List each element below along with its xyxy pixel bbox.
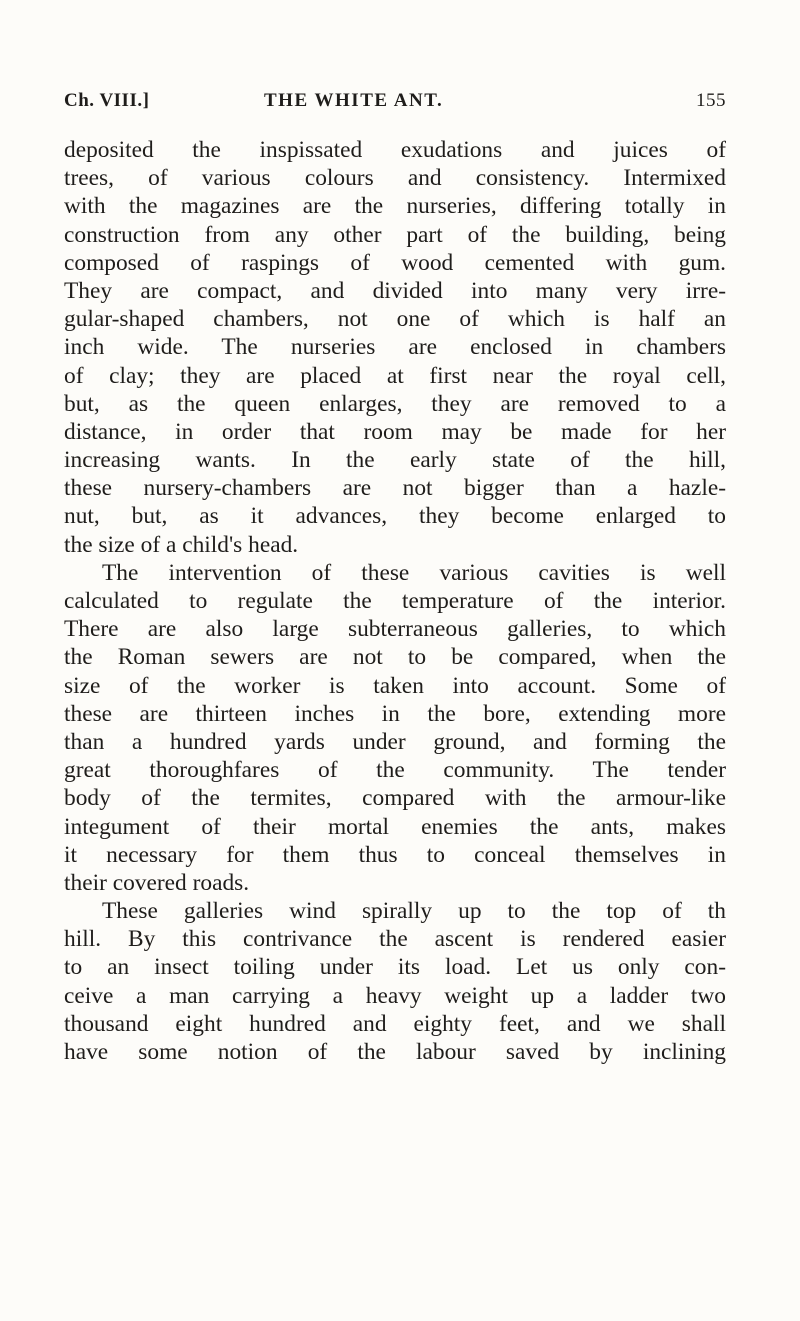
text-line: deposited the inspissated exudations and juices of <box>64 137 726 163</box>
text-line: have some notion of the labour saved by inclining <box>64 1039 726 1065</box>
text-line: thousand eight hundred and eighty feet, and we shall <box>64 1010 726 1037</box>
text-line: these nursery-chambers are not bigger than a hazle- <box>64 475 726 502</box>
chapter-label: Ch. VIII.] <box>64 90 150 111</box>
text-line: There are also large subterraneous galleries, to which <box>64 616 726 643</box>
text-line: composed of raspings of wood cemented with gum. <box>64 249 726 276</box>
text-line: calculated to regulate the temperature of the interior. <box>64 588 726 614</box>
text-line: with the magazines are the nurseries, differing totally in <box>64 193 726 220</box>
text-line: than a hundred yards under ground, and forming the <box>64 728 726 755</box>
body-text <box>64 136 726 1066</box>
paragraph <box>64 136 726 559</box>
running-head <box>64 86 726 116</box>
text-line: increasing wants. In the early state of the hill, <box>64 447 726 474</box>
text-line: hill. By this contrivance the ascent is rendered easier <box>64 926 726 953</box>
text-line: They are compact, and divided into many very irre- <box>64 277 726 304</box>
text-line: trees, of various colours and consistency. Intermixed <box>64 165 726 192</box>
text-line: nut, but, as it advances, they become enlarged to <box>64 503 726 530</box>
text-line: gular-shaped chambers, not one of which is half an <box>64 306 726 333</box>
text-line: great thoroughfares of the community. The tender <box>64 757 726 784</box>
text-line: the size of a child's head. <box>64 531 299 558</box>
text-line: integument of their mortal enemies the ants, makes <box>64 813 726 840</box>
text-line: their covered roads. <box>64 869 250 896</box>
text-line: construction from any other part of the building, being <box>64 221 726 248</box>
text-line: it necessary for them thus to conceal themselves in <box>64 841 726 868</box>
text-line: but, as the queen enlarges, they are removed to a <box>64 390 726 417</box>
book-page <box>64 86 726 1066</box>
text-line: body of the termites, compared with the armour-like <box>64 785 726 812</box>
paragraph <box>64 559 726 897</box>
text-line: the Roman sewers are not to be compared, when the <box>64 644 726 671</box>
text-line: ceive a man carrying a heavy weight up a ladder two <box>64 982 726 1009</box>
running-title: THE WHITE ANT. <box>264 90 444 111</box>
text-line: inch wide. The nurseries are enclosed in chambers <box>64 334 726 361</box>
text-line: The intervention of these various cavities is well <box>102 559 726 586</box>
text-line: of clay; they are placed at first near the royal cell, <box>64 362 726 389</box>
text-line: distance, in order that room may be made for her <box>64 418 726 445</box>
text-line: size of the worker is taken into account. Some of <box>64 672 726 699</box>
text-line: to an insect toiling under its load. Let us only con- <box>64 954 726 981</box>
page-number: 155 <box>696 90 726 111</box>
paragraph <box>64 897 726 1066</box>
text-line: these are thirteen inches in the bore, extending more <box>64 700 726 727</box>
text-line: These galleries wind spirally up to the top of th <box>102 898 726 925</box>
